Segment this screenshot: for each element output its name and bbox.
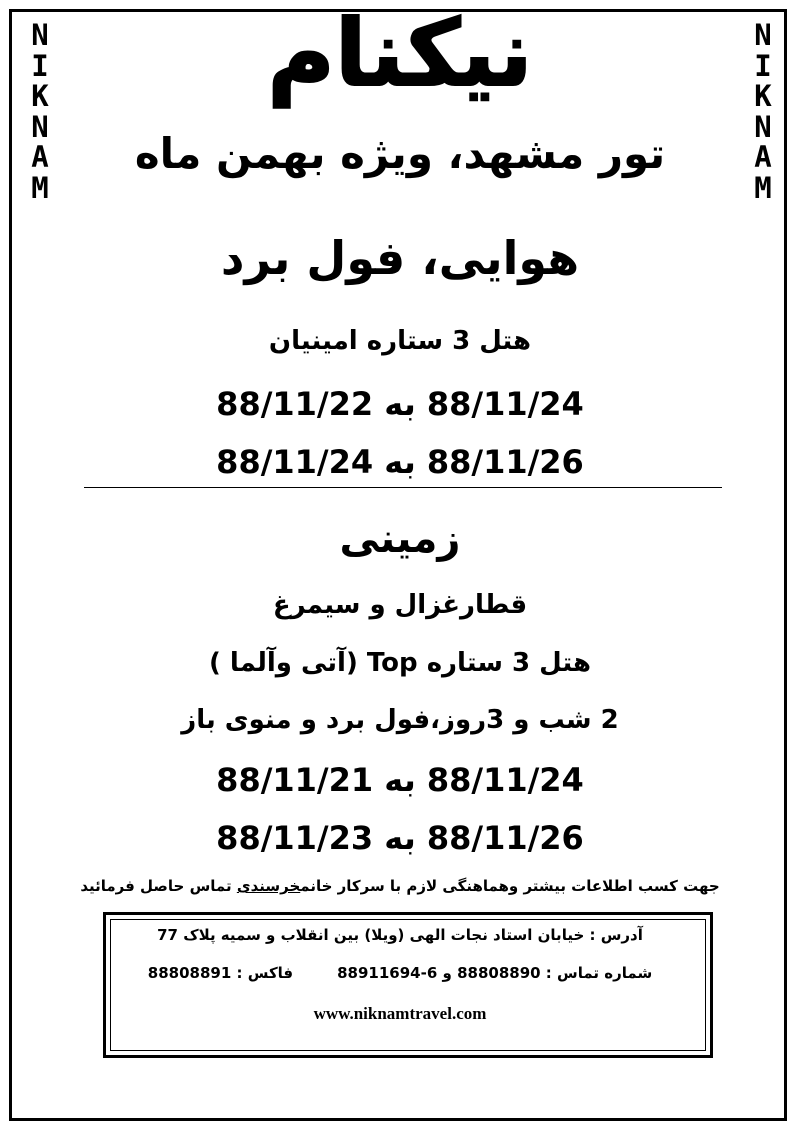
contact-note [0, 874, 800, 898]
footer-fax: فاکس : 88808891 [147, 964, 294, 982]
side-letter: N [754, 109, 772, 144]
side-letter: N [31, 109, 49, 144]
side-letter: N [31, 18, 49, 52]
side-letter: K [31, 79, 49, 113]
section-divider [84, 487, 722, 488]
side-letter: M [31, 170, 49, 205]
ground-hotel: هتل 3 ستاره Top (آتی وآلما ) [208, 648, 592, 678]
side-letter: N [754, 18, 772, 52]
ground-heading: زمینی [339, 516, 461, 562]
air-date-2: 88/11/26 به 88/11/24 [216, 443, 584, 481]
footer-phone: شماره تماس : 88808890 و 6-88911694 [337, 964, 653, 982]
contact-person-name: خرسندی [236, 877, 301, 895]
air-date-1: 88/11/24 به 88/11/22 [216, 385, 584, 423]
side-letter: A [754, 140, 772, 174]
contact-note-text: جهت کسب اطلاعات بیشتر وهماهنگی لازم با سرکار خانم [300, 877, 720, 895]
footer-phones [0, 962, 800, 984]
side-letter: A [31, 140, 49, 174]
ground-date-1: 88/11/24 به 88/11/21 [216, 761, 584, 799]
side-letter: K [754, 79, 772, 113]
ground-package: 2 شب و 3روز،فول برد و منوی باز [181, 705, 619, 735]
brand-logo: نیکنام [267, 0, 533, 107]
side-letter: I [31, 48, 49, 83]
side-letter: I [754, 48, 772, 83]
side-letter: M [754, 170, 772, 205]
page-title: تور مشهد، ویژه بهمن ماه [134, 129, 666, 178]
footer-address: آدرس : خیابان استاد نجات الهی (ویلا) بین انقلاب و سمیه پلاک 77 [157, 926, 643, 944]
ground-date-2: 88/11/26 به 88/11/23 [216, 819, 584, 857]
footer-website-link[interactable]: www.niknamtravel.com [313, 1004, 487, 1023]
air-hotel: هتل 3 ستاره امینیان [268, 326, 532, 356]
contact-note-text-end: تماس حاصل فرمائید [80, 877, 237, 895]
ground-train: قطارغزال و سیمرغ [272, 590, 528, 620]
air-heading: هوایی، فول برد [220, 231, 580, 285]
